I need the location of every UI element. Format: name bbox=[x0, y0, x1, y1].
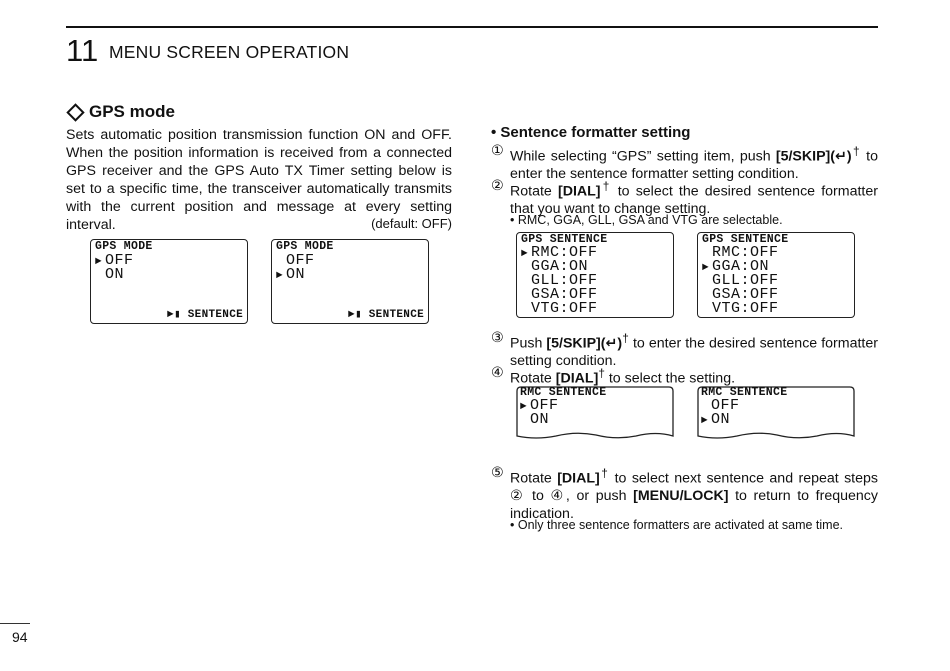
page-number: 94 bbox=[12, 629, 28, 645]
lcd-row: GLL:OFF bbox=[712, 272, 779, 289]
lcd-line-off: OFF bbox=[711, 397, 740, 414]
lcd-row: GSA:OFF bbox=[712, 286, 779, 303]
gps-mode-screen-off bbox=[90, 239, 248, 324]
header-rule bbox=[66, 26, 878, 28]
selector-icon: ►▮ bbox=[348, 309, 362, 321]
lcd-title: GPS SENTENCE bbox=[521, 233, 608, 246]
lcd-row: GGA:ON bbox=[531, 258, 589, 275]
gps-sentence-screen-rmc bbox=[516, 232, 674, 318]
lcd-row: GLL:OFF bbox=[531, 272, 598, 289]
selector-arrow-icon: ► bbox=[276, 270, 284, 282]
step-1: ① While selecting “GPS” setting item, push [5/SKIP](↵)† to enter the sentence formatter setting condition. bbox=[491, 143, 878, 183]
lcd-bottom-label: ►▮ SENTENCE bbox=[348, 309, 424, 321]
chapter-number: 11 bbox=[66, 33, 99, 68]
rmc-sentence-screen-on bbox=[697, 386, 853, 436]
key-skip: [5/SKIP](↵) bbox=[546, 335, 623, 352]
key-dial: [DIAL] bbox=[555, 370, 599, 387]
selector-arrow-icon: ► bbox=[521, 248, 529, 260]
step-2: ② Rotate [DIAL]† to select the desired sentence formatter that you want to change setting. bbox=[491, 178, 878, 218]
lcd-row: ► RMC:OFF bbox=[521, 244, 598, 261]
lcd-title: GPS MODE bbox=[95, 240, 153, 253]
selector-arrow-icon: ► bbox=[702, 262, 710, 274]
lcd-line-off: ► OFF bbox=[520, 397, 559, 414]
section-body: Sets automatic position transmission function ON and OFF. When the position information is received from a connected GPS receiver and the GPS Auto TX Timer setting below is set to a specific time, the transceiver automatically transmits with the current position and message at every setting interval. bbox=[66, 127, 452, 233]
lcd-line-on: ► ON bbox=[701, 411, 731, 428]
key-skip: [5/SKIP](↵) bbox=[775, 148, 852, 165]
lcd-title: RMC SENTENCE bbox=[701, 386, 788, 399]
lcd-row: VTG:OFF bbox=[531, 300, 598, 317]
lcd-row: ► GGA:ON bbox=[702, 258, 770, 275]
diamond-icon bbox=[66, 103, 84, 121]
lcd-title: RMC SENTENCE bbox=[520, 386, 607, 399]
formatter-heading: • Sentence formatter setting bbox=[491, 124, 691, 141]
lcd-line-on: ► ON bbox=[276, 266, 306, 283]
note-selectable: • RMC, GGA, GLL, GSA and VTG are selectable. bbox=[510, 213, 783, 227]
key-dial: [DIAL] bbox=[557, 183, 601, 200]
lcd-title: GPS MODE bbox=[276, 240, 334, 253]
selector-arrow-icon: ► bbox=[701, 415, 709, 427]
lcd-row: GSA:OFF bbox=[531, 286, 598, 303]
lcd-bottom-label: ►▮ SENTENCE bbox=[167, 309, 243, 321]
key-menu-lock: [MENU/LOCK] bbox=[633, 488, 729, 505]
lcd-line-off: OFF bbox=[286, 252, 315, 269]
lcd-line-on: ON bbox=[530, 411, 550, 428]
step-4: ④ Rotate [DIAL]† to select the setting. bbox=[491, 365, 736, 387]
gps-mode-screen-on bbox=[271, 239, 429, 324]
key-dial: [DIAL] bbox=[557, 470, 600, 487]
section-heading: GPS mode bbox=[66, 101, 175, 123]
rmc-sentence-screen-off bbox=[516, 386, 672, 436]
gps-sentence-screen-gga bbox=[697, 232, 855, 318]
selector-icon: ►▮ bbox=[167, 309, 181, 321]
lcd-row: RMC:OFF bbox=[712, 244, 779, 261]
default-note: (default: OFF) bbox=[371, 216, 452, 231]
chapter-title: MENU SCREEN OPERATION bbox=[109, 42, 350, 62]
lcd-line-on: ON bbox=[105, 266, 125, 283]
lcd-title: GPS SENTENCE bbox=[702, 233, 789, 246]
note-three-active: • Only three sentence formatters are activated at same time. bbox=[510, 518, 843, 532]
selector-arrow-icon: ► bbox=[95, 256, 103, 268]
selector-arrow-icon: ► bbox=[520, 401, 528, 413]
lcd-row: VTG:OFF bbox=[712, 300, 779, 317]
step-5: ⑤ Rotate [DIAL]† to select next sentence and repeat steps ② to ④, or push [MENU/LOCK] to return to frequency indication. bbox=[491, 465, 878, 522]
footer-rule bbox=[0, 623, 30, 624]
lcd-line-off: ► OFF bbox=[95, 252, 134, 269]
step-3: ③ Push [5/SKIP](↵)† to enter the desired sentence formatter setting condition. bbox=[491, 330, 878, 370]
